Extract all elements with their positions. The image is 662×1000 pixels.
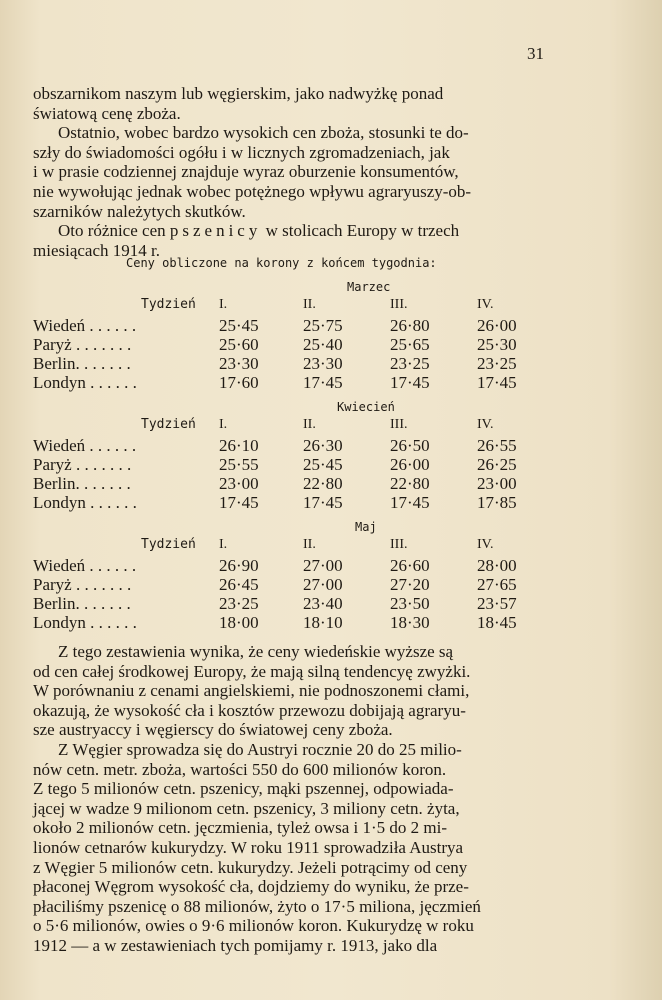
month-title: Marzec [347,280,391,294]
city-cell: Londyn . . . . . . [33,493,137,512]
price-cell: 27·65 [477,575,517,594]
price-cell: 26·00 [477,316,517,335]
price-cell: 26·80 [390,316,430,335]
price-cell: 23·00 [219,474,259,493]
week-header: IV. [477,537,494,552]
city-cell: Berlin. . . . . . . [33,354,131,373]
conclusion-paragraphs [33,642,551,956]
emphasized-word: pszenicy [169,221,262,241]
text-segment: w stolicach Europy w trzech [261,221,460,241]
price-cell: 25·55 [219,455,259,474]
city-cell: Wiedeń . . . . . . [33,436,137,455]
price-cell: 17·45 [477,373,517,392]
city-cell: Wiedeń . . . . . . [33,556,137,575]
month-title: Kwiecień [337,400,395,414]
week-header: III. [390,417,408,432]
text-line [33,221,551,241]
text-line: od cen całej środkowej Europy, że mają silną tendencyę zwyżki. [33,661,471,681]
text-line: o 5·6 milionów, owies o 9·6 milionów koron. Kukurydzę w roku [33,916,474,936]
week-label: Tydzień [141,417,196,432]
price-cell: 25·30 [477,335,517,354]
city-cell: Berlin. . . . . . . [33,594,131,613]
text-line: Ostatnio, wobec bardzo wysokich cen zboża, stosunki te do- [58,123,469,143]
table-row [33,436,553,456]
text-line: okazują, że wysokość cła i kosztów przewozu dobijają agraryu- [33,700,466,720]
week-header: III. [390,537,408,552]
text-line: obszarnikom naszym lub węgierskim, jako nadwyżkę ponad [33,84,444,103]
price-cell: 27·00 [303,575,343,594]
price-cell: 25·65 [390,335,430,354]
text-line: około 2 milionów cetn. jęczmienia, tyleż owsa i 1·5 do 2 mi- [33,818,448,838]
text-line: miesiącach 1914 r. [33,240,160,260]
price-cell: 17·85 [477,493,517,512]
price-cell: 26·00 [390,455,430,474]
price-cell: 25·45 [303,455,343,474]
table-row [33,316,553,336]
week-header: IV. [477,297,494,312]
price-cell: 23·50 [390,594,430,613]
table-row [33,373,553,393]
price-cell: 17·60 [219,373,259,392]
table-row [33,474,553,494]
price-cell: 22·80 [303,474,343,493]
price-cell: 17·45 [390,373,430,392]
week-label: Tydzień [141,537,196,552]
price-cell: 26·50 [390,436,430,455]
text-line: sze austryaccy i węgierscy do światowej ceny zboża. [33,720,393,740]
table-row [33,354,553,374]
table-row [33,613,553,633]
price-cell: 27·00 [303,556,343,575]
week-header: II. [303,537,316,552]
table-row [33,455,553,475]
week-header-row [33,537,553,557]
week-header-row [33,417,553,437]
text-line: płaconej Węgrom wysokość cła, dojdziemy do wyniku, że prze- [33,877,469,897]
price-cell: 25·40 [303,335,343,354]
price-cell: 23·00 [477,474,517,493]
table-row [33,594,553,614]
week-header: I. [219,297,228,312]
city-cell: Berlin. . . . . . . [33,474,131,493]
page-number: 31 [527,44,544,63]
text-segment: Oto różnice cen [58,221,170,241]
price-cell: 18·10 [303,613,343,632]
city-cell: Londyn . . . . . . [33,373,137,392]
price-cell: 23·25 [219,594,259,613]
price-cell: 23·25 [477,354,517,373]
price-cell: 18·45 [477,613,517,632]
city-cell: Londyn . . . . . . [33,613,137,632]
text-line: lionów cetnarów kukurydzy. W roku 1911 sprowadziła Austrya [33,837,464,857]
price-cell: 25·60 [219,335,259,354]
price-cell: 26·55 [477,436,517,455]
price-cell: 26·10 [219,436,259,455]
table-row [33,493,553,513]
price-cell: 22·80 [390,474,430,493]
text-line: nie wywołując jednak wobec potężnego wpływu agraryuszy-ob- [33,181,472,201]
price-cell: 26·45 [219,575,259,594]
text-line: z Węgier 5 milionów cetn. kukurydzy. Jeżeli potrącimy od ceny [33,857,468,877]
price-cell: 23·40 [303,594,343,613]
week-header: I. [219,417,228,432]
price-cell: 18·00 [219,613,259,632]
city-cell: Wiedeń . . . . . . [33,316,137,335]
week-label: Tydzień [141,297,196,312]
text-line: 1912 — a w zestawieniach tych pomijamy r. 1913, jako dla [33,935,438,955]
price-cell: 23·30 [303,354,343,373]
text-line: płaciliśmy pszenicę o 88 milionów, żyto o 17·5 miliona, jęczmień [33,896,481,916]
text-line: nów cetn. metr. zboża, wartości 550 do 600 milionów koron. [33,759,447,779]
price-cell: 23·30 [219,354,259,373]
city-cell: Paryż . . . . . . . [33,575,132,594]
text-line: i w prasie codziennej znajduje wyraz oburzenie konsumentów, [33,162,459,182]
text-line: szarników należytych skutków. [33,201,246,221]
intro-paragraphs [33,84,551,260]
price-cell: 26·30 [303,436,343,455]
text-line: Z Węgier sprowadza się do Austryi rocznie 20 do 25 milio- [58,739,462,759]
price-cell: 25·75 [303,316,343,335]
city-cell: Paryż . . . . . . . [33,455,132,474]
price-cell: 28·00 [477,556,517,575]
price-cell: 25·45 [219,316,259,335]
text-line: W porównaniu z cenami angielskiemi, nie podnoszonemi cłami, [33,681,470,701]
week-header: IV. [477,417,494,432]
week-header: II. [303,417,316,432]
table-row [33,575,553,595]
price-cell: 26·60 [390,556,430,575]
price-cell: 17·45 [390,493,430,512]
week-header: I. [219,537,228,552]
week-header-row [33,297,553,317]
city-cell: Paryż . . . . . . . [33,335,132,354]
week-header: III. [390,297,408,312]
price-cell: 17·45 [219,493,259,512]
text-line: światową cenę zboża. [33,103,181,123]
week-header: II. [303,297,316,312]
price-cell: 27·20 [390,575,430,594]
text-line: jącej w wadze 9 milionom cetn. pszenicy, 3 miliony cetn. żyta, [33,798,460,818]
price-cell: 17·45 [303,493,343,512]
price-cell: 23·57 [477,594,517,613]
text-line: Z tego zestawienia wynika, że ceny wiedeńskie wyższe są [58,642,454,661]
price-cell: 18·30 [390,613,430,632]
price-cell: 26·90 [219,556,259,575]
text-line: Z tego 5 milionów cetn. pszenicy, mąki pszennej, odpowiada- [33,779,454,799]
table-row [33,556,553,576]
price-cell: 23·25 [390,354,430,373]
text-line: szły do świadomości ogółu i w licznych zgromadzeniach, jak [33,142,450,162]
price-cell: 17·45 [303,373,343,392]
table-row [33,335,553,355]
month-title: Maj [355,520,377,534]
table-caption: Ceny obliczone na korony z końcem tygodnia: [126,256,437,270]
price-cell: 26·25 [477,455,517,474]
